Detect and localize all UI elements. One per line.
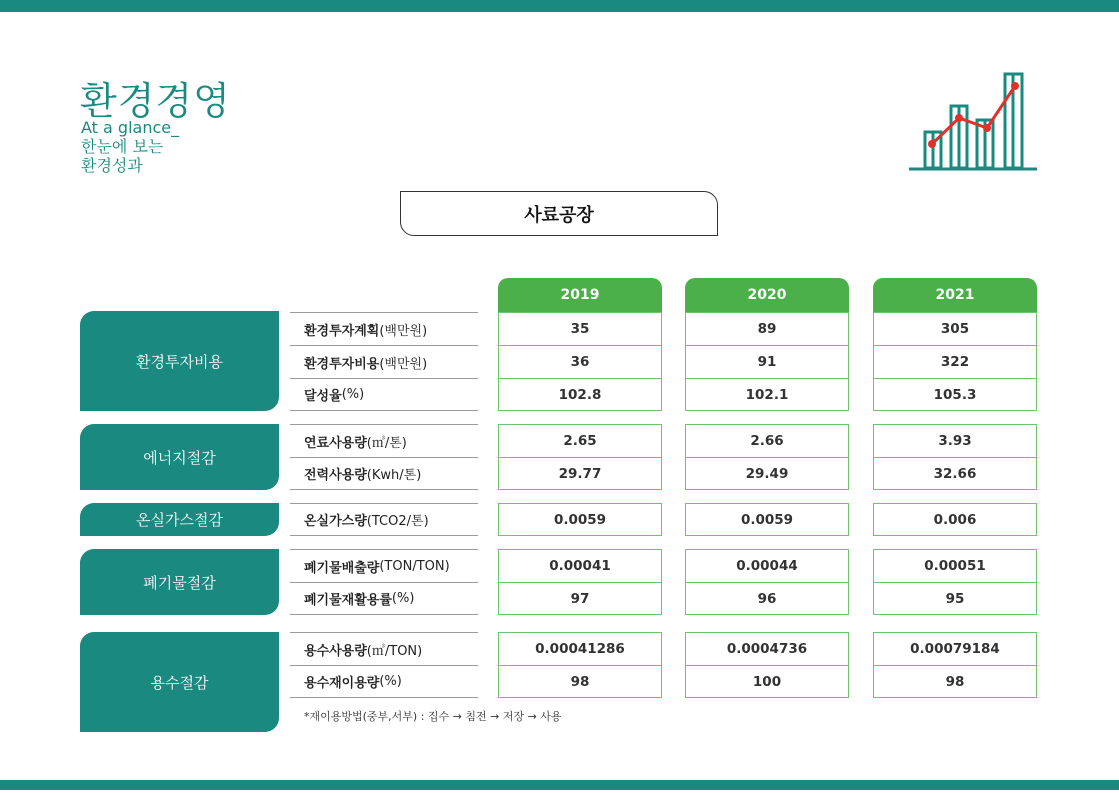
category-label: 폐기물절감 [80,549,279,615]
metric-name: 용수사용량 [304,643,367,659]
value-cell: 2.66 [685,424,849,457]
metric-name: 달성율 [304,389,342,404]
value-cell: 0.006 [873,503,1037,536]
category-label: 에너지절감 [80,424,279,490]
category-label: 온실가스절감 [80,503,279,536]
metric-label [290,457,478,490]
value-cell: 2.65 [498,424,662,457]
value-cell: 98 [873,665,1037,698]
metric-unit: (TON/TON) [379,558,450,574]
value-cell: 102.8 [498,378,662,411]
value-cell: 0.00044 [685,549,849,582]
value-cell: 0.0059 [498,503,662,536]
metric-label [290,424,478,457]
bar-line-chart-icon [905,70,1040,174]
value-cell: 0.0059 [685,503,849,536]
metric-name: 환경투자계획 [304,323,380,339]
metric-unit: (%) [391,591,415,606]
page-title: 환경경영 [80,79,231,123]
value-cell: 0.00079184 [873,632,1037,665]
value-cell: 0.0004736 [685,632,849,665]
value-cell: 0.00041 [498,549,662,582]
category-label: 용수절감 [80,632,279,732]
metric-name: 전력사용량 [304,468,367,483]
page-subtitle [81,118,179,175]
metric-unit: (TCO2/톤) [366,514,429,529]
metric-label [290,582,478,615]
value-cell: 102.1 [685,378,849,411]
subtitle-line: 환경성과 [81,156,143,175]
value-cell: 0.00051 [873,549,1037,582]
value-cell: 98 [498,665,662,698]
value-cell: 35 [498,312,662,345]
metric-name: 연료사용량 [304,435,367,451]
value-cell: 29.49 [685,457,849,490]
metric-label [290,549,478,582]
value-cell: 91 [685,345,849,378]
metric-unit: (㎥/톤) [366,435,407,451]
subtitle-line: 한눈에 보는 [81,137,164,156]
metric-label [290,665,478,698]
year-header: 2020 [685,278,849,312]
value-cell: 97 [498,582,662,615]
year-header: 2021 [873,278,1037,312]
metric-label [290,378,478,411]
metric-unit: (백만원) [379,323,428,339]
metric-unit: (백만원) [379,356,428,372]
year-header: 2019 [498,278,662,312]
metric-unit: (%) [341,387,365,402]
metric-label [290,632,478,665]
metric-label [290,312,478,345]
metric-label [290,345,478,378]
metric-unit: (㎥/TON) [366,643,423,659]
subtitle-line: At a glance_ [81,118,180,137]
value-cell: 95 [873,582,1037,615]
top-bar [0,0,1119,12]
value-cell: 322 [873,345,1037,378]
factory-label: 사료공장 [400,191,718,236]
value-cell: 305 [873,312,1037,345]
value-cell: 36 [498,345,662,378]
metric-name: 폐기물재활용률 [304,593,392,608]
value-cell: 0.00041286 [498,632,662,665]
metric-name: 용수재이용량 [304,676,380,691]
metric-name: 환경투자비용 [304,356,380,372]
metric-name: 온실가스량 [304,514,367,529]
value-cell: 105.3 [873,378,1037,411]
bottom-bar [0,780,1119,790]
value-cell: 96 [685,582,849,615]
category-label: 환경투자비용 [80,311,279,411]
value-cell: 3.93 [873,424,1037,457]
value-cell: 29.77 [498,457,662,490]
metric-name: 폐기물배출량 [304,560,380,576]
value-cell: 100 [685,665,849,698]
metric-label [290,503,478,536]
value-cell: 89 [685,312,849,345]
metric-unit: (%) [379,674,402,689]
value-cell: 32.66 [873,457,1037,490]
footnote: *재이용방법(중부,서부) : 집수 → 침전 → 저장 → 사용 [304,710,562,723]
metric-unit: (Kwh/톤) [366,468,422,483]
